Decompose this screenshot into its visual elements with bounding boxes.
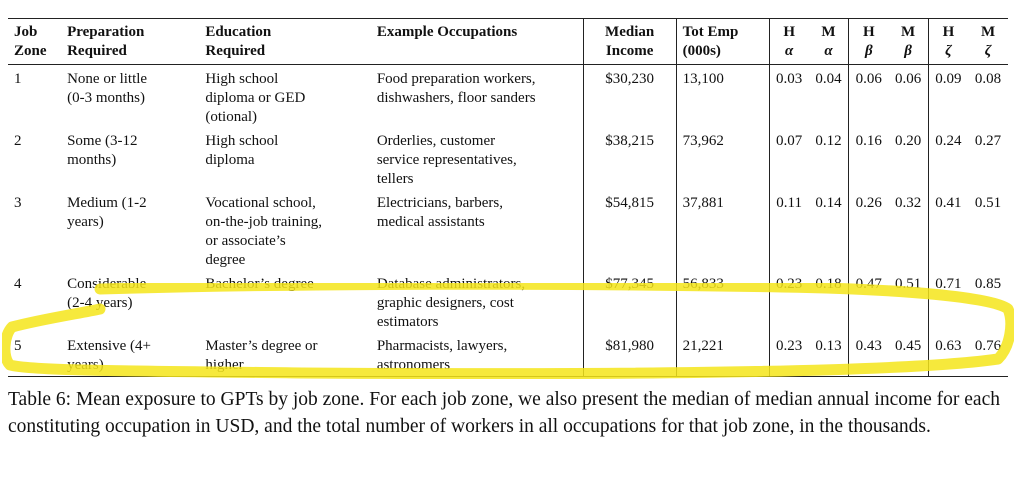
cell-m-beta: 0.06 xyxy=(888,65,928,129)
cell-employment: 21,221 xyxy=(676,333,769,377)
header-m-zeta: M ζ xyxy=(980,24,996,59)
cell-m-zeta: 0.85 xyxy=(974,276,1002,292)
cell-occupations: Orderlies, customer service representatives, tellers xyxy=(371,128,583,190)
cell-m-alpha: 0.04 xyxy=(809,65,849,129)
cell-h-zeta: 0.41 xyxy=(935,195,962,211)
cell-m-zeta: 0.08 xyxy=(974,71,1002,87)
cell-preparation: Medium (1-2 years) xyxy=(67,195,147,230)
cell-m-beta: 0.32 xyxy=(888,190,928,271)
header-h-zeta: H ζ xyxy=(942,24,955,59)
table-row xyxy=(8,271,1008,333)
cell-employment: 13,100 xyxy=(676,65,769,129)
cell-preparation: None or little (0-3 months) xyxy=(67,71,148,106)
cell-h-zeta: 0.71 xyxy=(935,276,962,292)
cell-preparation: Considerable (2-4 years) xyxy=(67,276,147,311)
header-education: Education Required xyxy=(205,24,272,59)
cell-h-beta: 0.47 xyxy=(855,276,882,292)
table-row xyxy=(8,333,1008,377)
cell-h-zeta: 0.63 xyxy=(935,338,962,354)
cell-income: $38,215 xyxy=(583,128,676,190)
header-occupations: Example Occupations xyxy=(371,19,583,65)
cell-h-beta: 0.26 xyxy=(855,195,882,211)
cell-education: High school diploma or GED (otional) xyxy=(205,71,306,125)
table-caption: Table 6: Mean exposure to GPTs by job zone. For each job zone, we also present the median of median annual income for each constituting occupation in USD, and the total number of workers in all occupations for that job zone, in the thousands. xyxy=(8,389,1000,437)
cell-employment: 56,833 xyxy=(676,271,769,333)
cell-education: Master’s degree or higher xyxy=(205,338,318,373)
cell-job-zone: 5 xyxy=(14,338,22,354)
cell-m-alpha: 0.18 xyxy=(809,271,849,333)
cell-m-alpha: 0.13 xyxy=(809,333,849,377)
cell-h-beta: 0.43 xyxy=(855,338,882,354)
cell-m-alpha: 0.12 xyxy=(809,128,849,190)
cell-education: High school diploma xyxy=(205,133,279,168)
cell-h-alpha: 0.07 xyxy=(776,133,803,149)
cell-m-zeta: 0.27 xyxy=(974,133,1002,149)
cell-job-zone: 3 xyxy=(14,195,22,211)
cell-income: $54,815 xyxy=(583,190,676,271)
cell-occupations: Food preparation workers, dishwashers, floor sanders xyxy=(371,65,583,129)
cell-education: Bachelor’s degree xyxy=(205,276,314,292)
table-row xyxy=(8,128,1008,190)
cell-m-zeta: 0.51 xyxy=(974,195,1002,211)
cell-h-zeta: 0.24 xyxy=(935,133,962,149)
cell-job-zone: 4 xyxy=(14,276,22,292)
cell-h-alpha: 0.23 xyxy=(776,276,803,292)
cell-m-zeta: 0.76 xyxy=(974,338,1002,354)
cell-income: $30,230 xyxy=(583,65,676,129)
cell-employment: 73,962 xyxy=(676,128,769,190)
cell-preparation: Some (3-12 months) xyxy=(67,133,138,168)
cell-education: Vocational school, on-the-job training, or associate’s degree xyxy=(205,195,322,268)
job-zone-table xyxy=(8,18,1008,377)
cell-h-alpha: 0.11 xyxy=(776,195,802,211)
cell-occupations: Electricians, barbers, medical assistants xyxy=(371,190,583,271)
table-row xyxy=(8,65,1008,129)
cell-m-alpha: 0.14 xyxy=(809,190,849,271)
cell-m-beta: 0.20 xyxy=(888,128,928,190)
job-zone-table-container xyxy=(8,18,1008,377)
table-row xyxy=(8,190,1008,271)
cell-job-zone: 2 xyxy=(14,133,22,149)
cell-h-alpha: 0.23 xyxy=(776,338,803,354)
cell-m-beta: 0.45 xyxy=(888,333,928,377)
cell-preparation: Extensive (4+ years) xyxy=(67,338,151,373)
cell-h-alpha: 0.03 xyxy=(776,71,803,87)
cell-employment: 37,881 xyxy=(676,190,769,271)
cell-occupations: Pharmacists, lawyers, astronomers xyxy=(371,333,583,377)
header-m-alpha: M α xyxy=(809,19,849,65)
cell-job-zone: 1 xyxy=(14,71,22,87)
cell-income: $77,345 xyxy=(583,271,676,333)
cell-h-beta: 0.16 xyxy=(855,133,882,149)
header-preparation: Preparation Required xyxy=(67,24,145,59)
cell-income: $81,980 xyxy=(583,333,676,377)
header-h-beta: H β xyxy=(862,24,875,59)
header-m-beta: M β xyxy=(888,19,928,65)
header-job-zone: Job Zone xyxy=(14,24,47,59)
table-header-row xyxy=(8,19,1008,65)
header-h-alpha: H α xyxy=(783,24,795,59)
cell-m-beta: 0.51 xyxy=(888,271,928,333)
header-income: Median Income xyxy=(583,19,676,65)
cell-h-beta: 0.06 xyxy=(855,71,882,87)
cell-occupations: Database administrators, graphic designers, cost estimators xyxy=(371,271,583,333)
header-employment: Tot Emp (000s) xyxy=(676,19,769,65)
cell-h-zeta: 0.09 xyxy=(935,71,962,87)
